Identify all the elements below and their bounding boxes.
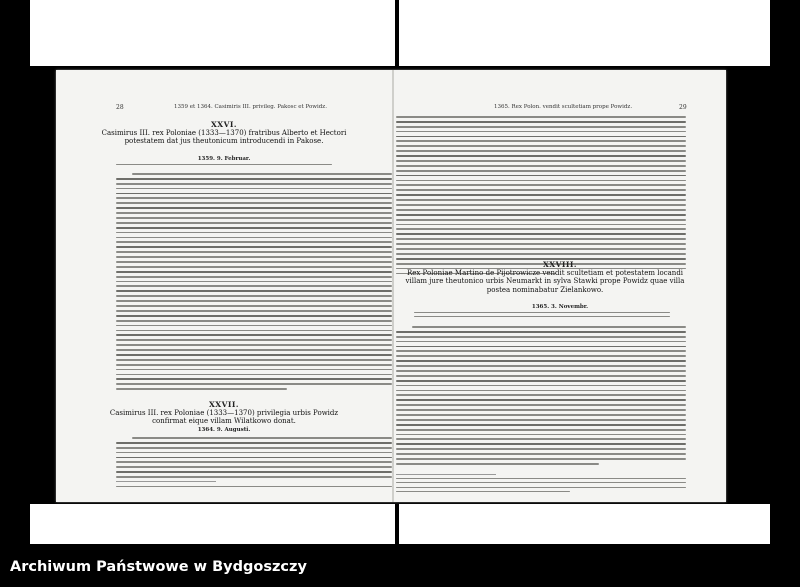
adjacent-frame-bottom [30, 504, 770, 544]
doc-body-xxvii [116, 437, 392, 481]
right-page-number: 29 [679, 104, 687, 111]
document-scan [56, 70, 726, 502]
adjacent-frame-top [30, 0, 770, 66]
right-running-head: 1365. Rex Polon. vendit scultetiam prope Powidz. [494, 104, 633, 110]
right-page [394, 70, 726, 502]
doc-body-xxvi [116, 173, 392, 393]
archive-footer [0, 548, 800, 587]
left-page [56, 70, 392, 502]
doc-date-xxviii: 1365. 3. Novembr. [531, 304, 589, 310]
doc-body-xxviii [396, 326, 686, 468]
source-note-xxvi [116, 164, 332, 168]
doc-number-xxviii: XXVIII. [542, 260, 578, 269]
footnotes-xxviii [396, 478, 686, 495]
source-note-xxviii [414, 312, 670, 321]
archive-name: Archiwum Państwowe w Bydgoszczy [10, 559, 307, 575]
doc-title-xxvi: Casimirus III. rex Poloniae (1333—1370) fratribus Alberto et Hectori potestatem dat jus theutonicum introducendi in Pakose. [101, 129, 347, 146]
doc-number-xxvi: XXVI. [210, 120, 238, 129]
doc-date-xxvii: 1364. 9. Augusti. [197, 427, 251, 433]
doc-title-xxvii: Casimirus III. rex Poloniae (1333—1370) privilegia urbis Powidz confirmat eique villam Wilatkowo donat. [109, 409, 339, 426]
doc-title-xxviii: Rex Poloniae Martino de Pijotrowicze vendit scultetiam et potestatem locandi villam jure theutonico urbis Neumarkt in sylva Stawki prope Powidz quae villa postea nominabatur Zielankowo. [405, 269, 685, 294]
doc-number-xxvii: XXVII. [208, 400, 240, 409]
doc-date-xxvi: 1359. 9. Februar. [197, 156, 251, 162]
footnotes-xxvii [116, 486, 392, 490]
left-running-head: 1359 et 1364. Casimiris III. privileg. Pakosc et Powidz. [174, 104, 327, 110]
continued-text [396, 116, 686, 277]
left-page-number: 28 [116, 104, 124, 111]
